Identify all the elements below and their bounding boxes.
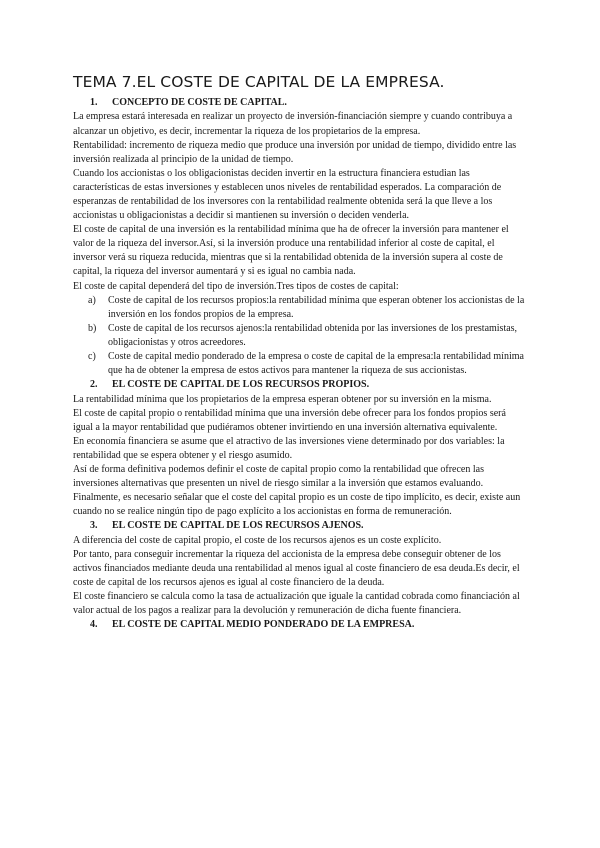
paragraph: En economía financiera se asume que el atractivo de las inversiones viene determinado por dos variables: la rentabilidad que se espera obtener y el riesgo asumido.	[73, 435, 505, 461]
paragraph: Finalmente, es necesario señalar que el coste del capital propio es un coste de tipo implícito, es decir, existe aun cuando no se realice ningún tipo de pago explícito a los accionistas en forma de remuneración.	[73, 492, 521, 518]
list-marker: a)	[88, 294, 96, 306]
list-item-text: Coste de capital medio ponderado de la empresa o coste de capital de la empresa:la rentabilidad mínima que ha de obtener la empresa de estos activos para mantener la riqueza de sus accionistas.	[108, 351, 524, 377]
paragraph: A diferencia del coste de capital propio, el coste de los recursos ajenos es un coste explícito.	[73, 534, 442, 546]
section-heading-1	[73, 96, 528, 110]
list-item	[73, 294, 528, 322]
section-heading-2	[73, 378, 528, 392]
paragraph: El coste financiero se calcula como la tasa de actualización que iguale la cantidad cobrada como financiación al valor actual de los pagos a realizar para la devolución y remuneración de dicha fuente financiera.	[73, 591, 520, 617]
paragraph: Cuando los accionistas o los obligacionistas deciden invertir en la estructura financiera estudian las características de estas inversiones y establecen unos niveles de rentabilidad esperados. La comparación de esperanzas de rentabilidad de los inversores con la rentabilidad realmente obtenida será la que lleve a los accionistas u obligacionistas a decidir si mantienen su inversión o deciden venderla.	[73, 167, 502, 222]
list-item-text: Coste de capital de los recursos ajenos:la rentabilidad obtenida por las inversiones de los prestamistas, obligacionistas y otros acreedores.	[108, 322, 518, 348]
section-heading-4	[73, 618, 528, 632]
section-title: EL COSTE DE CAPITAL DE LOS RECURSOS AJENOS.	[112, 520, 364, 532]
list-marker: b)	[88, 322, 97, 334]
document-body	[73, 96, 528, 633]
section-title: EL COSTE DE CAPITAL DE LOS RECURSOS PROPIOS.	[112, 379, 370, 391]
paragraph: Por tanto, para conseguir incrementar la riqueza del accionista de la empresa debe conseguir obtener de los activos financiados mediante deuda una rentabilidad al menos igual al coste financiero de esa deuda.Es decir, el coste de capital de los recursos ajenos es igual al coste financiero de la deuda.	[73, 548, 520, 589]
paragraph: La empresa estará interesada en realizar un proyecto de inversión-financiación siempre y cuando contribuya a alcanzar un objetivo, es decir, incrementar la riqueza de los propietarios de la empresa.	[73, 111, 513, 137]
list-item	[73, 350, 528, 378]
paragraph: El coste de capital de una inversión es la rentabilidad mínima que ha de ofrecer la inversión para mantener el valor de la riqueza del inversor.Así, si la inversión produce una rentabilidad inferior al coste de capital, el inversor verá su riqueza reducida, mientras que si la rentabilidad obtenida de la inversión supera al coste de capital, la riqueza del inversor aumentará y si es igual no cambia nada.	[73, 224, 509, 278]
section-number: 2.	[90, 379, 98, 391]
section-number: 4.	[90, 619, 98, 631]
cost-types-list	[73, 294, 528, 379]
section-title: EL COSTE DE CAPITAL MEDIO PONDERADO DE LA EMPRESA.	[112, 619, 415, 631]
paragraph: El coste de capital propio o rentabilidad mínima que una inversión debe ofrecer para los fondos propios será igual a la mayor rentabilidad que pudiéramos obtener invirtiendo en una inversión alternativa equivalente.	[73, 407, 506, 433]
section-number: 1.	[90, 97, 98, 108]
list-marker: c)	[88, 351, 96, 362]
section-number: 3.	[90, 520, 98, 532]
paragraph: Rentabilidad: incremento de riqueza medio que produce una inversión por unidad de tiempo, dividido entre las inversión realizada al principio de la unidad de tiempo.	[73, 139, 517, 165]
section-heading-3	[73, 519, 528, 533]
list-item-text: Coste de capital de los recursos propios:la rentabilidad mínima que esperan obtener los accionistas de la inversión en los fondos propios de la empresa.	[108, 294, 525, 320]
section-title: CONCEPTO DE COSTE DE CAPITAL.	[112, 97, 287, 108]
paragraph: Así de forma definitiva podemos definir el coste de capital propio como la rentabilidad que ofrecen las inversiones alternativas que presenten un nivel de riesgo similar a la inversión que estamos evaluando.	[73, 464, 484, 490]
paragraph: El coste de capital dependerá del tipo de inversión.Tres tipos de costes de capital:	[73, 280, 399, 292]
paragraph: La rentabilidad mínima que los propietarios de la empresa esperan obtener por su inversión en la misma.	[73, 393, 492, 405]
list-item	[73, 322, 528, 350]
page-title: TEMA 7.EL COSTE DE CAPITAL DE LA EMPRESA.	[73, 73, 445, 91]
